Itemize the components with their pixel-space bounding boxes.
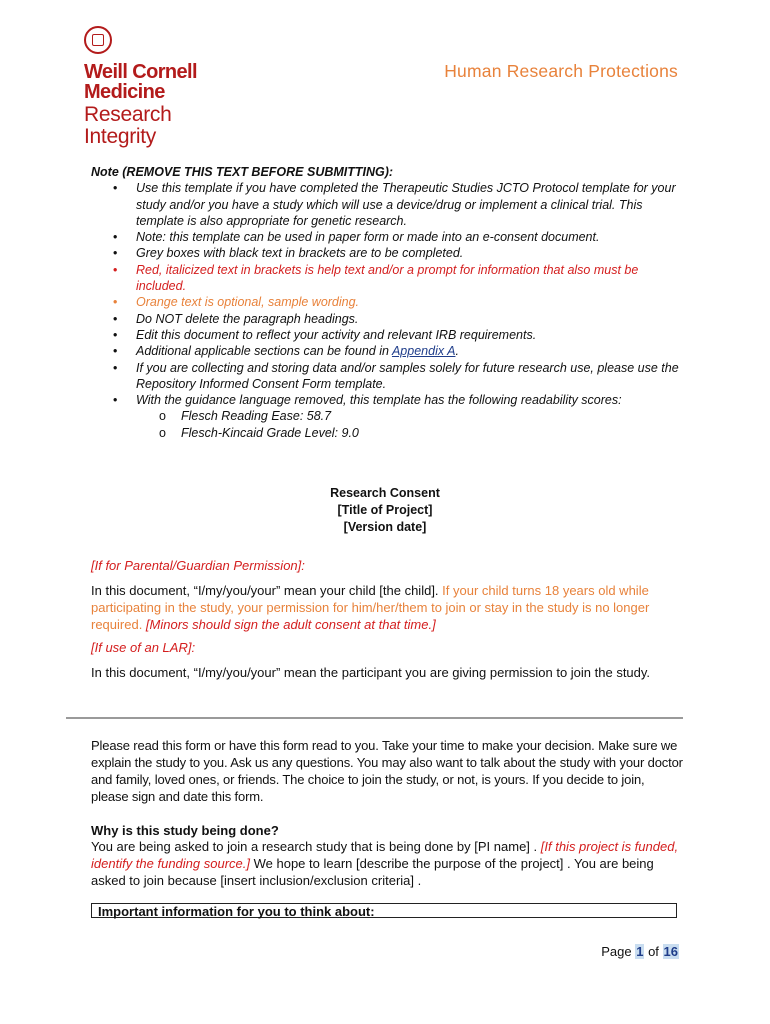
readability-score: o Flesch Reading Ease: 58.7 [91,408,691,424]
logo-text-integrity: Integrity [84,125,156,148]
note-item: • With the guidance language removed, this template has the following readability scores: [91,392,691,408]
important-info-box: Important information for you to think about: [91,903,677,918]
why-heading: Why is this study being done? [91,823,279,838]
child-help-text: [Minors should sign the adult consent at that time.] [145,617,436,632]
note-item: • Grey boxes with black text in brackets are to be completed. [91,245,691,261]
lar-prompt: [If use of an LAR]: [91,640,196,655]
appendix-a-link[interactable]: Appendix A [391,344,456,359]
readability-score: o Flesch-Kincaid Grade Level: 9.0 [91,425,691,441]
section-divider [66,717,683,719]
cornell-seal-icon [84,26,112,54]
lar-paragraph: In this document, “I/my/you/your” mean the participant you are giving permission to join the study. [91,665,651,680]
note-list [91,180,691,441]
note-item: • Edit this document to reflect your activity and relevant IRB requirements. [91,327,691,343]
of-label: of [644,944,663,959]
note-item: • Do NOT delete the paragraph headings. [91,311,691,327]
note-item: • Use this template if you have completed the Therapeutic Studies JCTO Protocol template for your study and/or you have a study which will use a device/drug or implement a clinical trial. This template is also appropriate for genetic research. [91,180,691,229]
funding-help-text: [If this project is funded, identify the funding source.] [91,839,679,871]
why-text: You are being asked to join a research study that is being done by [PI name] . [91,839,541,854]
child-optional-text: If your child turns 18 years old while participating in the study, your permission for him/her/them to join or stay in the study is no longer required. [91,583,650,632]
logo-text-weill-cornell: Weill Cornell [84,61,197,83]
logo-text-research: Research [84,103,172,126]
child-paragraph [91,582,683,633]
logo-text-medicine: Medicine [84,81,165,103]
note-item-orange: • Orange text is optional, sample wording. [91,294,691,310]
note-item: • Note: this template can be used in paper form or made into an e-consent document. [91,229,691,245]
project-title-placeholder: [Title of Project] [337,503,433,517]
header-department: Human Research Protections [444,61,678,81]
consent-title-block [0,485,770,536]
why-text: We hope to learn [describe the purpose of the project] . You are being asked to join because [insert inclusion/exclusion criteria] . [91,856,654,888]
total-pages-number: 16 [663,944,678,959]
note-item-red: • Red, italicized text in brackets is help text and/or a prompt for information that also must be included. [91,262,691,295]
page-label: Page [601,944,636,959]
note-title: Note (REMOVE THIS TEXT BEFORE SUBMITTING): [91,165,394,179]
child-text: In this document, “I/my/you/your” mean your child [the child]. [91,583,443,598]
note-item: • If you are collecting and storing data and/or samples solely for future research use, please use the Repository Informed Consent Form template. [91,360,691,393]
intro-paragraph: Please read this form or have this form read to you. Take your time to make your decision. Make sure we explain the study to you. Ask us any questions. You may also want to talk about the study with your doctor and family, loved ones, or friends. The choice to join the study, or not, is yours. If you decide to join, please sign and date this form. [91,738,683,804]
current-page-number: 1 [636,944,644,959]
note-item-appendix [91,343,691,359]
version-date-placeholder: [Version date] [343,520,427,534]
page-footer [601,944,679,959]
parental-permission-prompt: [If for Parental/Guardian Permission]: [91,558,305,573]
why-paragraph [91,838,683,889]
note-text: . [455,344,459,359]
consent-title: Research Consent [330,486,440,500]
wcm-logo [84,26,197,148]
note-text: Additional applicable sections can be found in [136,344,392,359]
instruction-note [91,164,691,441]
